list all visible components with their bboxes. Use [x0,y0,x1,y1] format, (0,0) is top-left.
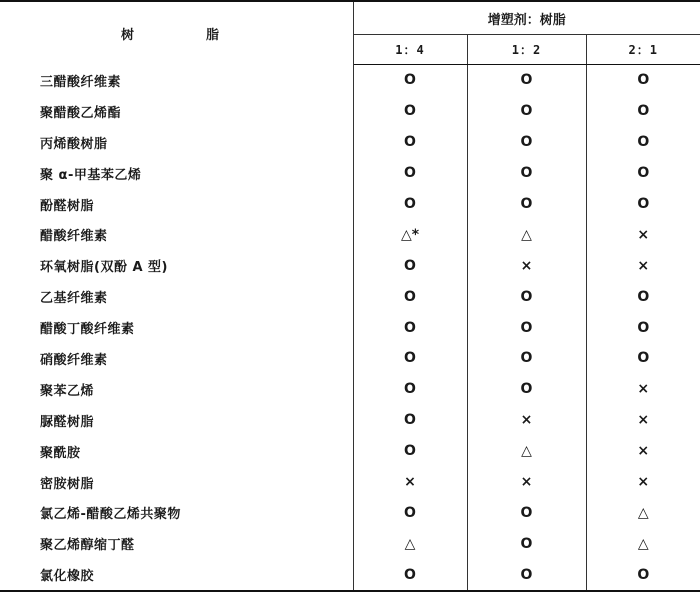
resin-header-char1: 树 [121,27,135,43]
table-row [0,374,700,405]
ratio-2-1-cell: △ [637,504,649,521]
table-row [0,405,700,436]
table-row [0,65,700,96]
table-row [0,96,700,127]
resin-name-cell: 聚苯乙烯 [0,374,353,405]
ratio-1-2-cell: × [467,467,586,498]
resin-name-cell: 氯化橡胶 [0,559,353,591]
ratio-1-2-cell: O [467,65,586,96]
ratio-1-4-cell: O [404,412,416,429]
table-row [0,312,700,343]
header-row-group [0,1,700,35]
ratio-1-2-cell: △ [467,219,586,250]
table-row [0,559,700,591]
ratio-1-4-cell: O [404,257,416,274]
ratio-1-2-cell: O [467,189,586,220]
ratio-1-2-cell: O [467,497,586,528]
ratio-2-1-cell: O [637,72,650,89]
table-row [0,467,700,498]
ratio-1-4-cell: O [404,196,416,212]
ratio-2-1-cell: O [637,319,650,336]
resin-name-cell: 密胺树脂 [0,467,353,498]
table-row [0,343,700,374]
ratio-header-1: 1：4 [353,35,467,65]
ratio-2-1-cell: O [637,288,650,305]
ratio-header-3: 2：1 [586,35,700,65]
table-row [0,158,700,189]
resin-name-cell: 聚醋酸乙烯酯 [0,96,353,127]
ratio-1-2-cell: O [467,312,586,343]
ratio-2-1-cell: O [586,559,700,591]
ratio-2-1-cell: × [637,474,650,491]
ratio-2-1-cell: × [637,412,650,429]
table-row [0,528,700,559]
ratio-1-2-cell: × [467,405,586,436]
resin-column-header [0,1,353,65]
ratio-2-1-cell: × [637,381,650,398]
ratio-2-1-cell: × [637,226,650,243]
table-row [0,127,700,158]
resin-name-cell: 聚酰胺 [0,436,353,467]
ratio-2-1-cell: O [637,103,650,120]
resin-name-cell: 脲醛树脂 [0,405,353,436]
ratio-1-2-cell: O [467,127,586,158]
resin-name-cell: 三醋酸纤维素 [0,65,353,96]
resin-name-cell: 环氧树脂(双酚 A 型) [0,250,353,281]
ratio-1-2-cell: O [467,559,586,591]
ratio-1-2-cell: × [467,250,586,281]
resin-header-char2: 脂 [206,27,220,43]
ratio-2-1-cell: × [637,443,650,460]
ratio-1-4-cell: O [404,103,416,120]
table-row [0,189,700,220]
ratio-1-2-cell: O [467,158,586,189]
ratio-1-4-cell: O [404,134,416,151]
table-row [0,250,700,281]
table-body [0,65,700,592]
resin-name-cell: 硝酸纤维素 [0,343,353,374]
table-row [0,281,700,312]
resin-name-cell: 乙基纤维素 [0,281,353,312]
plasticizer-ratio-group-header: 增塑剂：树脂 [353,1,700,35]
ratio-1-4-cell: O [404,381,416,398]
ratio-1-4-cell: O [404,319,416,336]
ratio-2-1-cell: × [637,257,650,274]
ratio-1-4-cell: O [404,72,416,89]
ratio-2-1-cell: O [637,350,650,367]
ratio-1-2-cell: △ [467,436,586,467]
ratio-1-4-cell: O [404,504,416,521]
ratio-2-1-cell: O [637,134,650,151]
ratio-2-1-cell: O [637,165,650,182]
ratio-1-4-cell: △* [400,226,420,243]
ratio-1-2-cell: O [467,528,586,559]
resin-name-cell: 醋酸纤维素 [0,219,353,250]
table-row [0,436,700,467]
resin-name-cell: 聚 α-甲基苯乙烯 [0,158,353,189]
ratio-1-2-cell: O [467,374,586,405]
ratio-2-1-cell: O [637,196,650,212]
table-row [0,219,700,250]
table-row [0,497,700,528]
ratio-2-1-cell: △ [637,535,649,552]
ratio-1-4-cell: O [353,559,467,591]
ratio-1-4-cell: × [404,474,416,491]
ratio-1-4-cell: O [404,165,416,182]
resin-name-cell: 酚醛树脂 [0,189,353,220]
resin-name-cell: 聚乙烯醇缩丁醛 [0,528,353,559]
ratio-header-2: 1：2 [467,35,586,65]
ratio-1-4-cell: △ [404,535,416,552]
ratio-1-4-cell: O [404,443,416,460]
ratio-1-4-cell: O [404,350,416,367]
ratio-1-2-cell: O [467,343,586,374]
ratio-1-2-cell: O [467,96,586,127]
resin-name-cell: 氯乙烯-醋酸乙烯共聚物 [0,497,353,528]
ratio-1-2-cell: O [467,281,586,312]
resin-name-cell: 丙烯酸树脂 [0,127,353,158]
resin-name-cell: 醋酸丁酸纤维素 [0,312,353,343]
ratio-1-4-cell: O [404,288,416,305]
